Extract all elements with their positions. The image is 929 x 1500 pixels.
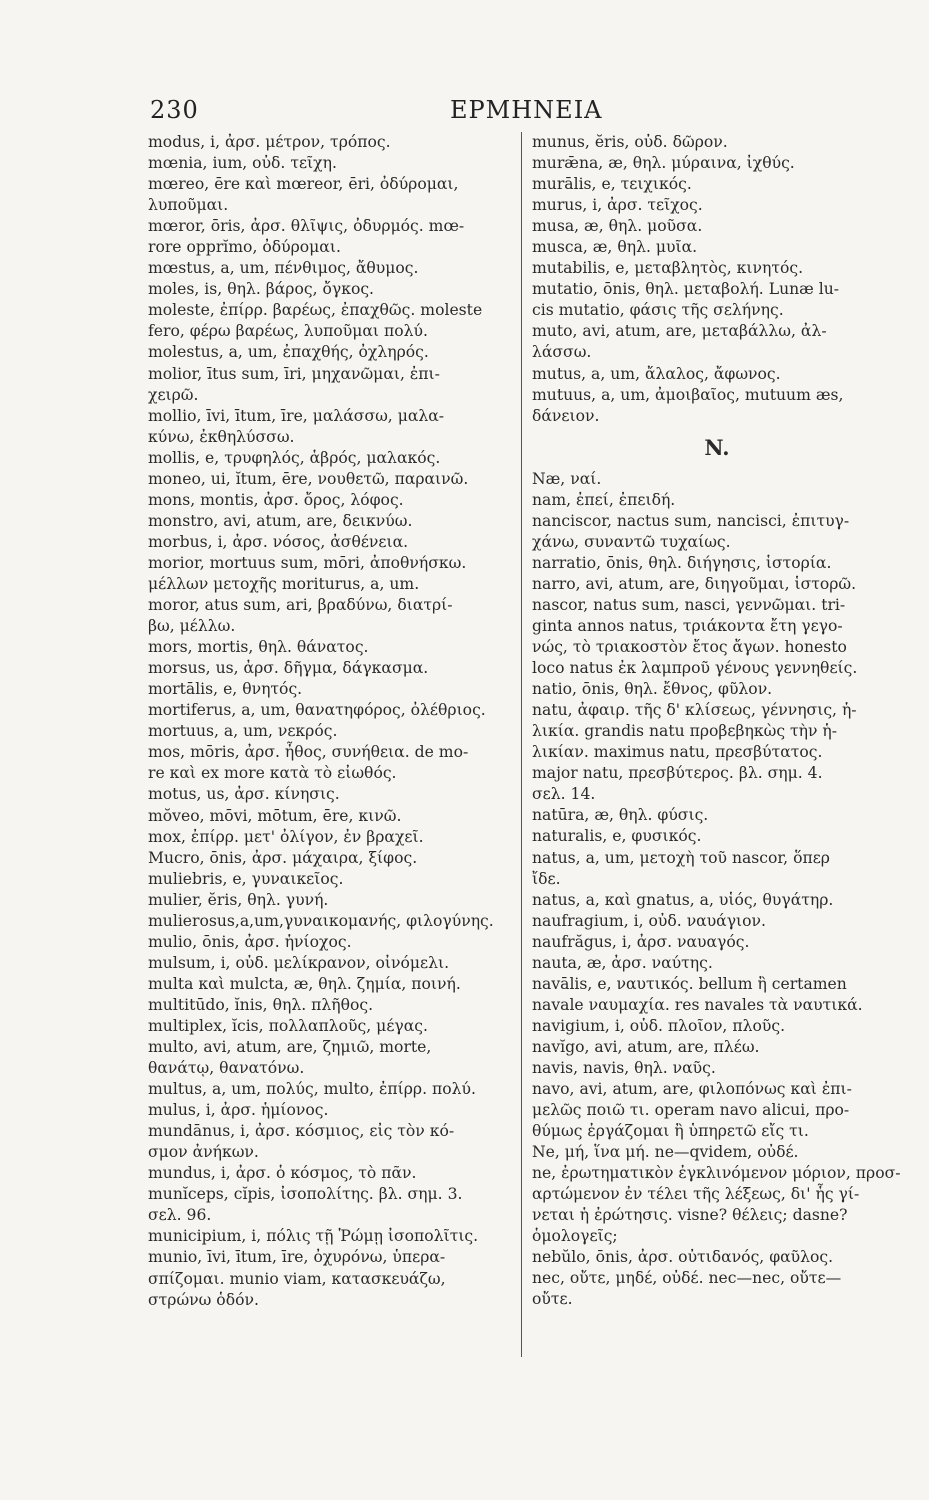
entry-line: ὁμολογεῖς;: [532, 1227, 618, 1246]
entry-line: λικίαν. maximus natu, πρεσβύτατος.: [532, 743, 823, 762]
entry-line: δάνειον.: [532, 406, 600, 425]
entry-line: navis, navis, θηλ. ναῦς.: [532, 1058, 716, 1077]
entry-line: moles, is, θηλ. βάρος, ὄγκος.: [148, 280, 375, 299]
entry-line: navo, avi, atum, are, φιλοπόνως καὶ ἐπι-: [532, 1080, 852, 1099]
entry-line: molior, ītus sum, īri, μηχανῶμαι, ἐπι-: [148, 364, 440, 383]
entry-line: mundus, i, ἀρσ. ὁ κόσμος, τὸ πᾶν.: [148, 1164, 417, 1183]
entry-line: navale ναυμαχία. res navales τὰ ναυτικά.: [532, 995, 863, 1014]
entry-line: murǣna, æ, θηλ. μύραινα, ἰχθύς.: [532, 154, 795, 173]
left-column: [148, 132, 518, 1311]
entry-line: natus, a, καὶ gnatus, a, υἱός, θυγάτηρ.: [532, 890, 834, 909]
entry-line: morior, mortuus sum, mōri, ἀποθνήσκω.: [148, 553, 467, 572]
entry-line: re καὶ ex more κατὰ τὸ εἰωθός.: [148, 764, 397, 783]
entry-line: mœnia, ium, οὐδ. τεῖχη.: [148, 154, 337, 173]
entry-line: murus, i, ἀρσ. τεῖχος.: [532, 196, 703, 215]
entry-line: mutabilis, e, μεταβλητὸς, κινητός.: [532, 259, 804, 278]
entry-line: musca, æ, θηλ. μυῖα.: [532, 238, 698, 257]
entry-line: νεται ἡ ἐρώτησις. visne? θέλεις; dasne?: [532, 1206, 848, 1225]
entry-line: moleste, ἐπίρρ. βαρέως, ἐπαχθῶς. moleste: [148, 301, 483, 320]
entry-line: modus, i, ἀρσ. μέτρον, τρόπος.: [148, 133, 391, 151]
entry-line: navālis, e, ναυτικός. bellum ἢ certamen: [532, 974, 847, 993]
entry-line: natu, ἀφαιρ. τῆς δ' κλίσεως, γέννησις, ἡ-: [532, 701, 857, 720]
entry-line: morbus, i, ἀρσ. νόσος, ἀσθένεια.: [148, 532, 409, 551]
entry-line: λάσσω.: [532, 343, 592, 362]
entry-line: nascor, natus sum, nasci, γεννῶμαι. tri-: [532, 595, 846, 614]
entry-line: mulierosus,a,um,γυναικομανής, φιλογύνης.: [148, 911, 494, 930]
entry-line: mollio, īvi, ītum, īre, μαλάσσω, μαλα-: [148, 406, 445, 425]
entry-line: μέλλων μετοχῆς moriturus, a, um.: [148, 574, 420, 593]
entry-line: major natu, πρεσβύτερος. βλ. σημ. 4.: [532, 764, 823, 783]
entry-line: σελ. 14.: [532, 785, 596, 804]
entry-line: Næ, ναί.: [532, 469, 602, 488]
entry-line: fero, φέρω βαρέως, λυποῦμαι πολύ.: [148, 322, 428, 341]
entry-line: nebŭlo, ōnis, ἀρσ. οὐτιδανός, φαῦλος.: [532, 1248, 834, 1267]
entry-line: natūra, æ, θηλ. φύσις.: [532, 806, 709, 825]
entry-line: mutatio, ōnis, θηλ. μεταβολή. Lunæ lu-: [532, 280, 840, 299]
entry-line: mœreo, ēre καὶ mœreor, ēri, ὀδύρομαι,: [148, 175, 459, 194]
entry-line: multo, avi, atum, are, ζημιῶ, morte,: [148, 1038, 432, 1057]
entry-line: murālis, e, τειχικός.: [532, 175, 692, 194]
entry-line: mulsum, i, οὐδ. μελίκρανον, οἰνόμελι.: [148, 953, 450, 972]
entry-line: σελ. 96.: [148, 1206, 212, 1225]
entry-line: naturalis, e, φυσικός.: [532, 827, 702, 846]
entry-line: mons, montis, ἀρσ. ὄρος, λόφος.: [148, 490, 404, 509]
entry-line: naufragium, i, οὐδ. ναυάγιον.: [532, 911, 766, 930]
entry-line: Ne, μή, ἵνα μή. ne—qvidem, οὐδέ.: [532, 1143, 799, 1162]
entry-line: narro, avi, atum, are, διηγοῦμαι, ἱστορῶ.: [532, 574, 857, 593]
entry-line: mulus, i, ἀρσ. ἡμίονος.: [148, 1101, 329, 1120]
right-column: [532, 132, 902, 1311]
entry-line: molestus, a, um, ἐπαχθής, ὀχληρός.: [148, 343, 429, 362]
entry-line: cis mutatio, φάσις τῆς σελήνης.: [532, 301, 784, 320]
entry-line: moneo, ui, ĭtum, ēre, νουθετῶ, παραινῶ.: [148, 469, 469, 488]
entry-line: κύνω, ἐκθηλύσσω.: [148, 427, 295, 446]
running-head: ΕΡΜΗΝΕΙΑ: [450, 96, 603, 124]
entry-line: munus, ĕris, οὐδ. δῶρον.: [532, 133, 728, 151]
entry-line: ginta annos natus, τριάκοντα ἔτη γεγο-: [532, 616, 843, 635]
entry-line: mos, mōris, ἀρσ. ἦθος, συνήθεια. de mo-: [148, 743, 469, 762]
entry-line: naufrăgus, i, ἀρσ. ναυαγός.: [532, 932, 750, 951]
entry-line: natus, a, um, μετοχὴ τοῦ nascor, ὅπερ: [532, 848, 830, 867]
entry-line: mollis, e, τρυφηλός, ἁβρός, μαλακός.: [148, 448, 441, 467]
entry-line: νώς, τὸ τριακοστὸν ἔτος ἄγων. honesto: [532, 638, 847, 657]
entry-line: multus, a, um, πολύς, multo, ἐπίρρ. πολύ.: [148, 1080, 476, 1099]
entry-line: mulier, ĕris, θηλ. γυνή.: [148, 890, 329, 909]
entry-line: nauta, æ, ἀρσ. ναύτης.: [532, 953, 713, 972]
entry-line: χάνω, συναντῶ τυχαίως.: [532, 532, 731, 551]
entry-line: N.: [704, 434, 730, 460]
entry-line: musa, æ, θηλ. μοῦσα.: [532, 217, 703, 236]
entry-line: θύμως ἐργάζομαι ἢ ὑπηρετῶ εἴς τι.: [532, 1122, 809, 1141]
entry-line: χειρῶ.: [148, 385, 199, 404]
entry-line: rore opprĭmo, ὀδύρομαι.: [148, 238, 341, 257]
entry-line: multiplex, ĭcis, πολλαπλοῦς, μέγας.: [148, 1016, 428, 1035]
entry-line: municipium, i, πόλις τῇ Ῥώμῃ ἰσοπολῖτις.: [148, 1227, 479, 1246]
entry-line: multa καὶ mulcta, æ, θηλ. ζημία, ποινή.: [148, 974, 461, 993]
entry-line: nam, ἐπεί, ἐπειδή.: [532, 490, 676, 509]
entry-line: αρτώμενον ἐν τέλει τῆς λέξεως, δι' ἧς γί-: [532, 1185, 860, 1204]
entry-line: morsus, us, ἀρσ. δῆγμα, δάγκασμα.: [148, 659, 429, 678]
entry-line: mutuus, a, um, ἀμοιβαῖος, mutuum æs,: [532, 385, 844, 404]
entry-line: munĭceps, cĭpis, ἰσοπολίτης. βλ. σημ. 3.: [148, 1185, 463, 1204]
entry-line: Mucro, ōnis, ἀρσ. μάχαιρα, ξίφος.: [148, 848, 418, 867]
entry-line: mœror, ōris, ἀρσ. θλῖψις, ὀδυρμός. mœ-: [148, 217, 465, 236]
entry-line: mox, ἐπίρρ. μετ' ὀλίγον, ἐν βραχεῖ.: [148, 827, 424, 846]
page-number: 230: [150, 96, 199, 124]
entry-line: muto, avi, atum, are, μεταβάλλω, ἀλ-: [532, 322, 827, 341]
entry-line: motus, us, ἀρσ. κίνησις.: [148, 785, 340, 804]
entry-line: mulio, ōnis, ἀρσ. ἡνίοχος.: [148, 932, 352, 951]
entry-line: mutus, a, um, ἄλαλος, ἄφωνος.: [532, 364, 781, 383]
entry-line: μελῶς ποιῶ τι. operam navo alicui, προ-: [532, 1101, 850, 1120]
entry-line: muliebris, e, γυναικεῖος.: [148, 869, 344, 888]
entry-line: narratio, ōnis, θηλ. διήγησις, ἱστορία.: [532, 553, 832, 572]
entry-line: navigium, i, οὐδ. πλοῖον, πλοῦς.: [532, 1016, 786, 1035]
entry-line: λικία. grandis natu προβεβηκὼς τὴν ἡ-: [532, 722, 838, 741]
entry-line: loco natus ἐκ λαμπροῦ γένους γεννηθείς.: [532, 659, 858, 678]
entry-line: σπίζομαι. munio viam, κατασκευάζω,: [148, 1269, 446, 1288]
page-header: [150, 96, 770, 130]
entry-line: mortuus, a, um, νεκρός.: [148, 722, 338, 741]
entry-line: mŏveo, mōvi, mōtum, ēre, κινῶ.: [148, 806, 402, 825]
entry-line: multitūdo, ĭnis, θηλ. πλῆθος.: [148, 995, 374, 1014]
entry-line: mundānus, i, ἀρσ. κόσμιος, εἰς τὸν κό-: [148, 1122, 455, 1141]
entry-line: ne, ἐρωτηματικὸν ἐγκλινόμενον μόριον, προσ-: [532, 1164, 901, 1183]
entry-line: mortiferus, a, um, θανατηφόρος, ὀλέθριος.: [148, 701, 486, 720]
entry-line: mortālis, e, θνητός.: [148, 680, 303, 699]
entry-line: munio, īvi, ītum, īre, ὀχυρόνω, ὑπερα-: [148, 1248, 446, 1267]
entry-line: οὔτε.: [532, 1290, 573, 1309]
entry-line: navĭgo, avi, atum, are, πλέω.: [532, 1037, 760, 1056]
entry-line: mors, mortis, θηλ. θάνατος.: [148, 638, 369, 657]
entry-line: σμον ἀνήκων.: [148, 1143, 259, 1162]
column-divider: [521, 132, 522, 1357]
entry-line: στρώνω ὁδόν.: [148, 1290, 259, 1309]
entry-line: βω, μέλλω.: [148, 617, 236, 636]
entry-line: λυποῦμαι.: [148, 196, 229, 215]
entry-line: natio, ōnis, θηλ. ἔθνος, φῦλον.: [532, 680, 773, 699]
entry-line: ἴδε.: [532, 869, 561, 888]
entry-line: nec, οὔτε, μηδέ, οὐδέ. nec—nec, οὔτε—: [532, 1269, 842, 1288]
entry-line: nanciscor, nactus sum, nancisci, ἐπιτυγ-: [532, 511, 850, 530]
entry-line: monstro, avi, atum, are, δεικνύω.: [148, 511, 413, 530]
entry-line: θανάτῳ, θανατόνω.: [148, 1059, 305, 1078]
entry-line: mœstus, a, um, πένθιμος, ἄθυμος.: [148, 259, 419, 278]
entry-line: moror, atus sum, ari, βραδύνω, διατρί-: [148, 596, 453, 615]
